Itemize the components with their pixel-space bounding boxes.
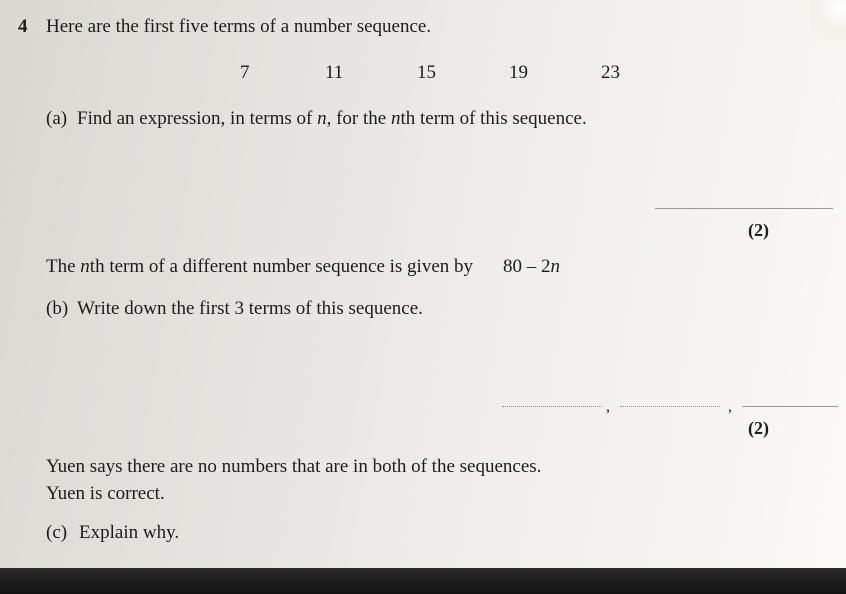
- answer-separator: ,: [728, 398, 732, 415]
- light-glare: [810, 0, 846, 40]
- sequence-term: 7: [240, 62, 250, 83]
- answer-line-b1[interactable]: [502, 406, 602, 407]
- part-a-marks: (2): [748, 220, 769, 240]
- sequence-term: 19: [509, 62, 528, 83]
- nth-term-statement: The nth term of a different number sequence is given by: [46, 256, 474, 277]
- part-c-text: Explain why.: [79, 522, 180, 543]
- sequence-term: 15: [417, 62, 436, 83]
- answer-separator: ,: [606, 398, 610, 415]
- yuen-correct: Yuen is correct.: [46, 483, 165, 504]
- question-intro: Here are the first five terms of a number sequence.: [46, 16, 432, 37]
- nth-term-expression: 80 – 2n: [503, 256, 560, 277]
- part-b-marks: (2): [748, 418, 769, 438]
- sequence-term: 23: [601, 62, 620, 83]
- part-c-label: (c): [46, 522, 68, 543]
- part-b-label: (b): [46, 298, 69, 319]
- sequence-term: 11: [325, 62, 344, 83]
- part-a-text: Find an expression, in terms of n, for the nth term of this sequence.: [77, 108, 587, 129]
- answer-line-a[interactable]: [655, 208, 833, 209]
- part-a-label: (a): [46, 108, 68, 129]
- yuen-statement: Yuen says there are no numbers that are in both of the sequences.: [46, 456, 542, 477]
- question-number: 4: [18, 16, 28, 37]
- answer-line-b2[interactable]: [620, 406, 720, 407]
- bottom-shadow: [0, 568, 846, 594]
- answer-line-b3[interactable]: [742, 406, 838, 407]
- part-b-text: Write down the first 3 terms of this sequence.: [77, 298, 423, 319]
